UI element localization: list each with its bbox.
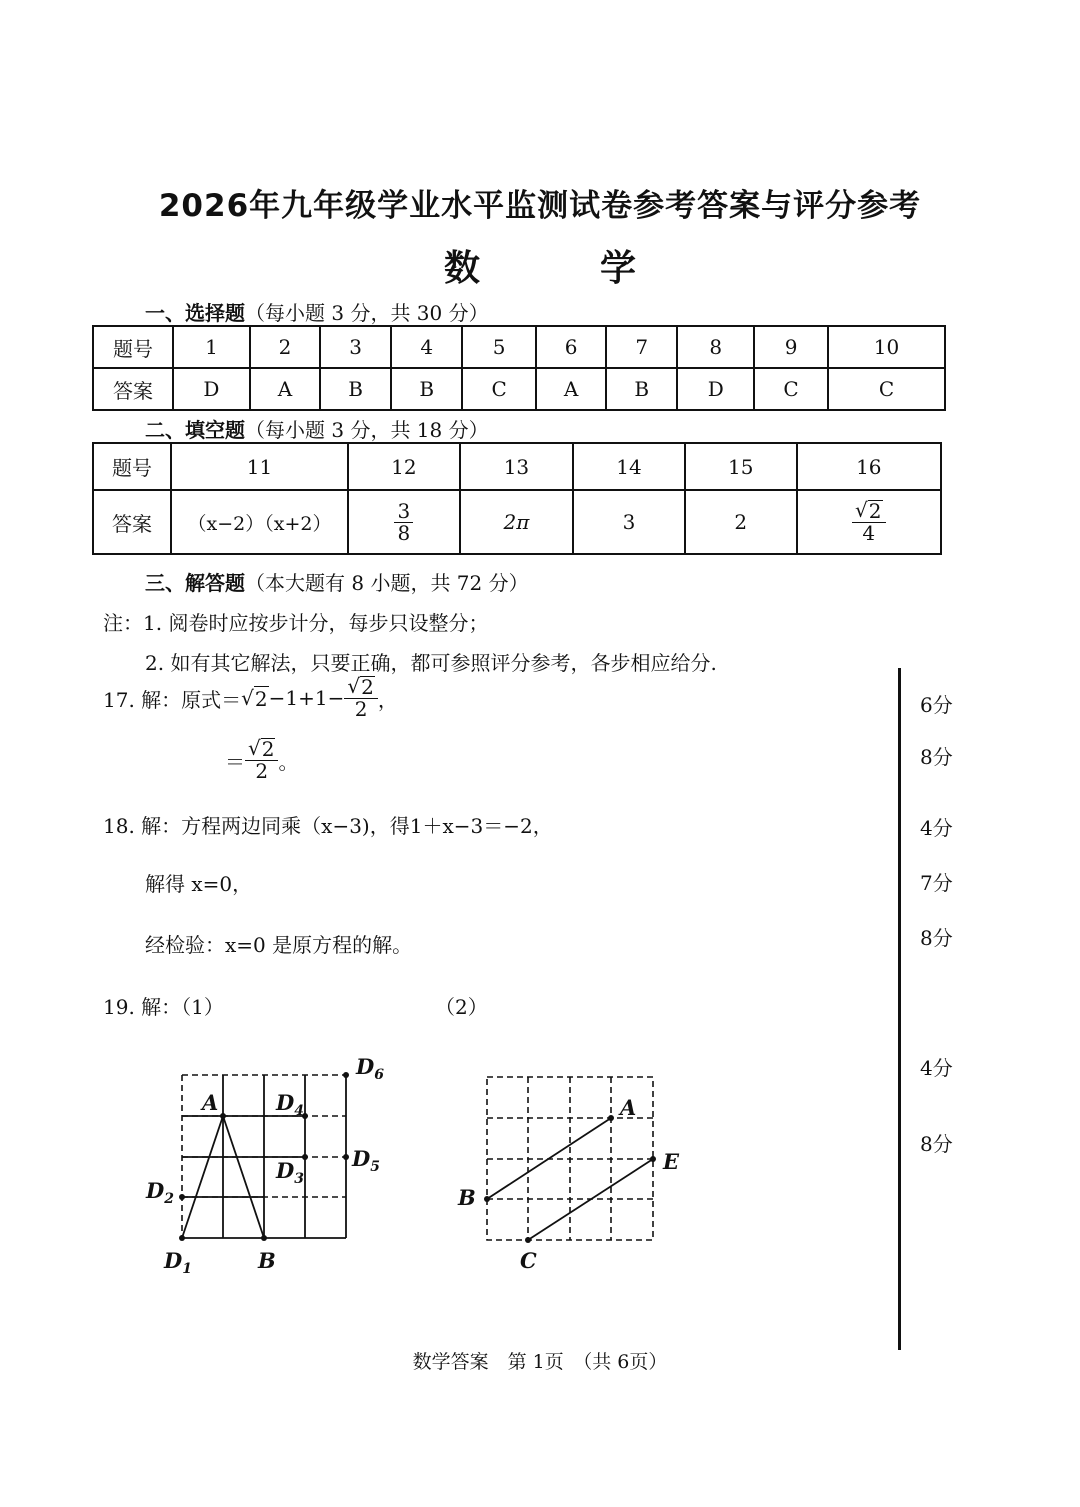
sqrt-symbol: √ 2: [241, 685, 268, 711]
table1-q: 8: [677, 326, 754, 368]
table1-answer: C: [462, 368, 536, 410]
score-label: 4分: [920, 1056, 953, 1080]
sqrt-argument: 2: [254, 686, 268, 711]
section2-heading-row: [145, 414, 489, 443]
numerator: [852, 500, 885, 523]
sqrt-argument: 2: [361, 675, 374, 699]
table1-answer: C: [828, 368, 945, 410]
table1-answer: A: [536, 368, 606, 410]
note-1: 1. 阅卷时应按步计分，每步只设整分；: [143, 611, 489, 635]
section1-heading: 一、选择题: [145, 301, 245, 325]
fraction: [394, 498, 413, 545]
q17-eq: ＝: [225, 749, 245, 774]
section3-note: （本大题有 8 小题，共 72 分）: [245, 571, 529, 595]
table1-q: 7: [606, 326, 677, 368]
score-label: 6分: [920, 693, 953, 717]
table2-answer-14: 3: [573, 490, 685, 554]
section2-note: （每小题 3 分，共 18 分）: [245, 418, 489, 442]
point-label-E: E: [663, 1149, 680, 1174]
sqrt-argument: 2: [261, 737, 275, 761]
table1-answer: D: [677, 368, 754, 410]
point-label-C: C: [520, 1248, 537, 1273]
q18-line-1: 18. 解：方程两边同乘（x−3)，得1＋x−3＝−2，: [103, 814, 553, 838]
fraction: [245, 738, 278, 782]
section3-heading-row: [145, 567, 529, 596]
table1-answer: B: [320, 368, 391, 410]
notes-line-1: [103, 607, 488, 636]
choice-answer-table: [92, 325, 946, 411]
page-footer: 数学答案 第 1页 （共 6页）: [412, 1351, 668, 1373]
table2-q: 11: [171, 443, 348, 490]
point-label-D2: $D_2$: [146, 1178, 174, 1207]
denominator: 2: [255, 759, 269, 783]
document-title: 2026年九年级学业水平监测试卷参考答案与评分参考: [158, 188, 922, 224]
table2-q: 15: [685, 443, 797, 490]
table1-q: 4: [391, 326, 462, 368]
point-label-D5: $D_5$: [352, 1146, 380, 1175]
section1-note: （每小题 3 分，共 30 分）: [245, 301, 489, 325]
point-label-B: B: [458, 1185, 476, 1210]
table2-q: 12: [348, 443, 460, 490]
table1-answer: D: [173, 368, 250, 410]
table1-answer: C: [754, 368, 828, 410]
section2-heading: 二、填空题: [145, 418, 245, 442]
notes-label: 注：: [103, 611, 143, 635]
table1-answer: A: [250, 368, 320, 410]
subject-title: 数学: [443, 248, 756, 289]
score-label: 4分: [920, 816, 953, 840]
q17-label: 17. 解：原式＝: [103, 687, 242, 712]
q17-end: ，: [377, 687, 398, 712]
score-column-rule: [898, 668, 901, 1350]
denominator: 4: [862, 521, 876, 545]
q19-figure-2: [450, 1065, 700, 1280]
q18-line-2: 解得 x=0，: [145, 872, 253, 896]
table1-q: 3: [320, 326, 391, 368]
point-label-D1: $D_1$: [164, 1248, 192, 1277]
q19-figure-1: [140, 1050, 400, 1280]
table2-q: 13: [460, 443, 573, 490]
score-label: 8分: [920, 745, 953, 769]
table2-header-a: 答案: [93, 490, 171, 554]
numerator: √ 2: [245, 738, 278, 761]
section3-heading: 三、解答题: [145, 571, 245, 595]
q17-line-1: [103, 676, 398, 720]
table2-header-q: 题号: [93, 443, 171, 490]
sqrt-symbol: √ 2: [855, 498, 882, 523]
table1-q: 5: [462, 326, 536, 368]
table2-answer-13: 2π: [460, 490, 573, 554]
point-label-A: A: [202, 1090, 219, 1115]
score-label: 7分: [920, 871, 953, 895]
numerator: √ 2: [344, 676, 377, 699]
table1-q: 9: [754, 326, 828, 368]
q19-label: 19. 解：（1）: [103, 995, 224, 1019]
numerator: 3: [394, 501, 413, 523]
table1-header-q: 题号: [93, 326, 173, 368]
note-2: 2. 如有其它解法，只要正确，都可参照评分参考，各步相应给分.: [145, 651, 717, 675]
point-label-D4: $D_4$: [276, 1090, 304, 1119]
table1-answer: B: [606, 368, 677, 410]
table1-q: 10: [828, 326, 945, 368]
q17-end2: 。: [278, 749, 299, 774]
fraction: [344, 676, 377, 720]
table2-answer-12: [348, 490, 460, 554]
score-label: 8分: [920, 1132, 953, 1156]
point-label-B: B: [258, 1248, 276, 1273]
table2-answer-15: 2: [685, 490, 797, 554]
fraction: [852, 500, 885, 544]
table1-q: 2: [250, 326, 320, 368]
table1-header-a: 答案: [93, 368, 173, 410]
table1-q: 1: [173, 326, 250, 368]
fill-answer-table: [92, 442, 942, 555]
table2-q: 16: [797, 443, 941, 490]
q17-mid: −1+1−: [268, 686, 345, 710]
q18-line-3: 经检验：x=0 是原方程的解。: [145, 933, 413, 957]
score-label: 8分: [920, 926, 953, 950]
denominator: 2: [354, 697, 368, 721]
table2-answer-16: [797, 490, 941, 554]
sqrt-argument: 2: [868, 499, 882, 523]
q19-part2-label: （2）: [435, 995, 488, 1019]
q17-line-2: [225, 738, 298, 782]
point-label-A: A: [620, 1095, 637, 1120]
denominator: 8: [397, 520, 411, 545]
point-label-D6: $D_6$: [356, 1054, 384, 1083]
table2-answer-11: （x−2）（x+2）: [171, 490, 348, 554]
table1-answer: B: [391, 368, 462, 410]
point-label-D3: $D_3$: [276, 1158, 304, 1187]
table2-q: 14: [573, 443, 685, 490]
table1-q: 6: [536, 326, 606, 368]
section1-heading-row: [145, 297, 489, 326]
